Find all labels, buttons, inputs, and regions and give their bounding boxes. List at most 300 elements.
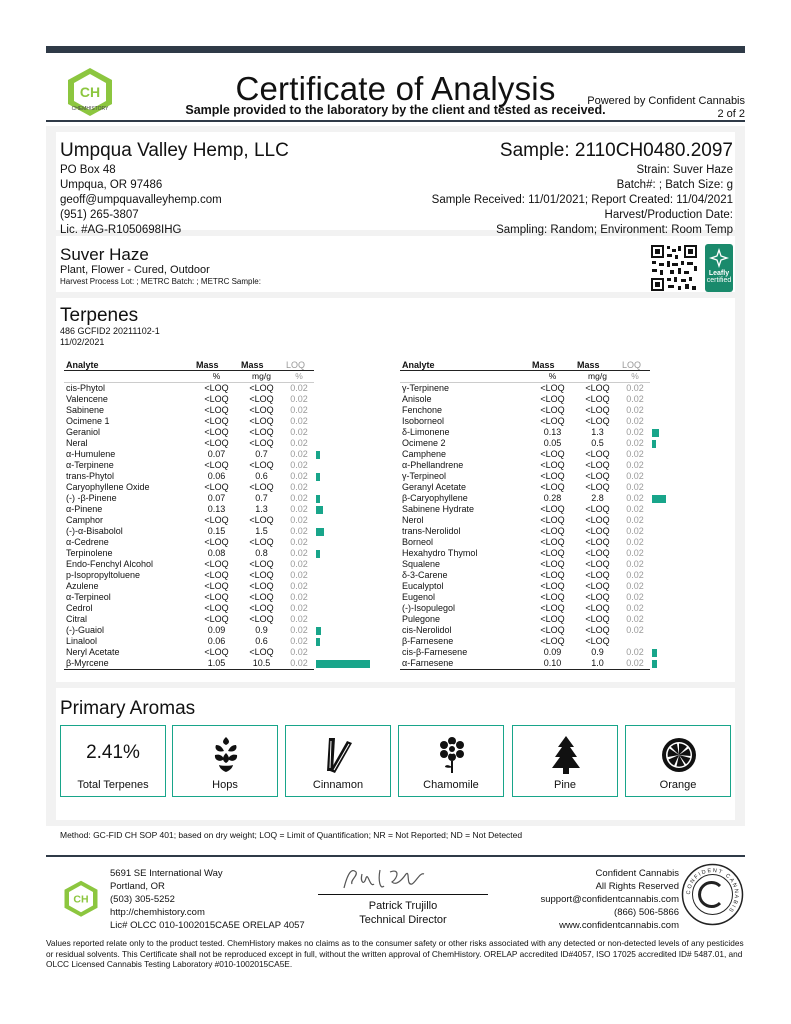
aroma-label: Hops (212, 779, 238, 791)
mass-mg-cell: <LOQ (249, 570, 274, 580)
mass-pct-cell: <LOQ (204, 438, 229, 448)
loq-cell: 0.02 (626, 460, 644, 470)
loq-cell: 0.02 (626, 383, 644, 393)
loq-cell (620, 636, 650, 647)
aroma-label: Orange (659, 779, 697, 791)
signature-icon (340, 864, 430, 894)
mass-mg-cell: <LOQ (249, 537, 274, 547)
mass-pct-cell: <LOQ (204, 482, 229, 492)
sample-id: Sample: 2110CH0480.2097 (499, 140, 733, 161)
loq-cell: 0.02 (290, 537, 308, 547)
table-row (64, 515, 372, 526)
loq-cell: 0.02 (290, 460, 308, 470)
analyte-cell: Borneol (402, 537, 434, 547)
mass-pct-cell: 0.08 (207, 548, 226, 558)
mass-pct-cell: <LOQ (540, 449, 565, 459)
loq-cell: 0.02 (290, 614, 308, 624)
mass-mg-cell: <LOQ (585, 394, 610, 404)
mass-mg-cell: 0.9 (591, 647, 604, 657)
mass-mg-cell: <LOQ (585, 614, 610, 624)
loq-cell: 0.02 (626, 647, 644, 657)
concentration-bar (652, 429, 659, 437)
mass-pct-cell: <LOQ (540, 416, 565, 426)
table-row (400, 636, 708, 647)
mass-pct-cell: <LOQ (204, 592, 229, 602)
total-terpenes-value: 2.41% (86, 742, 140, 763)
top-bar (46, 46, 745, 53)
cc-rights: All Rights Reserved (595, 881, 679, 892)
mass-pct-cell: 0.05 (543, 438, 562, 448)
analyte-cell: Geraniol (66, 427, 101, 437)
analyte-cell: α-Pinene (66, 504, 103, 514)
mass-mg-cell: <LOQ (249, 460, 274, 470)
analyte-cell: trans-Phytol (66, 471, 115, 481)
mass-mg-cell: <LOQ (249, 438, 274, 448)
leafly-certified-text: certified (706, 277, 732, 284)
mass-pct-cell: <LOQ (204, 416, 229, 426)
loq-cell: 0.02 (290, 625, 308, 635)
client-email: geoff@umpquavalleyhemp.com (60, 194, 222, 206)
client-phone: (951) 265-3807 (60, 209, 139, 221)
mass-pct-cell: <LOQ (204, 383, 229, 393)
leafly-certified-badge[interactable] (705, 244, 733, 292)
lab-website[interactable]: http://chemhistory.com (110, 907, 205, 918)
analyte-cell: Anisole (402, 394, 432, 404)
table-row (64, 449, 372, 460)
chemhistory-footer-logo-icon (60, 878, 102, 918)
concentration-bar (316, 660, 370, 668)
analyte-cell: Citral (66, 614, 88, 624)
harvest-info: Harvest Process Lot: ; METRC Batch: ; METRC Sample: (60, 277, 261, 286)
mass-pct-cell: 0.09 (543, 647, 562, 657)
loq-cell: 0.02 (290, 559, 308, 569)
mass-pct-cell: <LOQ (540, 383, 565, 393)
aroma-card-pine (512, 725, 618, 797)
mass-pct-cell: <LOQ (540, 537, 565, 547)
table-row (64, 405, 372, 416)
total-terpenes-card (60, 725, 166, 797)
analyte-cell: Endo-Fenchyl Alcohol (66, 559, 154, 569)
product-name: Suver Haze (60, 245, 149, 264)
mass-pct-cell: <LOQ (204, 537, 229, 547)
table-row (400, 515, 708, 526)
mass-mg-cell: <LOQ (585, 559, 610, 569)
mass-mg-cell: 0.7 (255, 449, 268, 459)
concentration-bar (316, 495, 320, 503)
table-row (64, 493, 372, 504)
analyte-cell: Sabinene (66, 405, 105, 415)
concentration-bar (652, 440, 656, 448)
page-number: 2 of 2 (717, 108, 745, 120)
mass-pct-cell: <LOQ (540, 548, 565, 558)
logo-text: CHEMHISTORY (71, 106, 109, 112)
mass-pct-cell: <LOQ (540, 504, 565, 514)
col-mass-pct: Mass (194, 360, 239, 371)
table-row (64, 383, 372, 395)
mass-mg-cell: <LOQ (249, 515, 274, 525)
powered-by (587, 95, 745, 121)
concentration-bar (316, 506, 323, 514)
table-row (400, 614, 708, 625)
analyte-cell: (-)-α-Bisabolol (66, 526, 123, 536)
analyte-cell: δ-3-Carene (402, 570, 448, 580)
mass-mg-cell: 1.0 (575, 658, 620, 670)
loq-cell: 0.02 (290, 515, 308, 525)
cc-email[interactable]: support@confidentcannabis.com (540, 894, 679, 905)
analyte-cell: α-Cedrene (66, 537, 109, 547)
svg-text:CH: CH (79, 84, 101, 100)
analyte-cell: Squalene (402, 559, 441, 569)
analyte-cell: β-Caryophyllene (402, 493, 468, 503)
loq-cell: 0.02 (626, 471, 644, 481)
aroma-card-orange (625, 725, 731, 797)
leafly-text: Leafly (708, 270, 730, 277)
sample-details (432, 163, 733, 238)
mass-pct-cell: <LOQ (204, 515, 229, 525)
table-row (400, 548, 708, 559)
table-row (64, 504, 372, 515)
loq-cell: 0.02 (290, 394, 308, 404)
analyte-cell: (-)-Guaiol (66, 625, 105, 635)
col-mass-mg: Mass (575, 360, 620, 371)
lab-license: Lic# OLCC 010-1002015CA5E ORELAP 4057 (110, 920, 305, 931)
col-loq: LOQ (284, 360, 314, 371)
analyte-cell: Sabinene Hydrate (402, 504, 475, 514)
table-row (400, 471, 708, 482)
table-row (400, 394, 708, 405)
loq-cell: 0.02 (290, 383, 308, 393)
analyte-cell: p-Isopropyltoluene (66, 570, 141, 580)
analyte-cell: Caryophyllene Oxide (66, 482, 150, 492)
loq-cell: 0.02 (626, 504, 644, 514)
analyte-cell: Fenchone (402, 405, 443, 415)
cinnamon-icon (323, 735, 355, 775)
loq-cell: 0.02 (626, 548, 644, 558)
mass-mg-cell: 1.3 (591, 427, 604, 437)
analyte-cell: Valencene (66, 394, 108, 404)
table-row (64, 482, 372, 493)
mass-pct-cell: <LOQ (540, 581, 565, 591)
lab-address: 5691 SE International Way (110, 868, 223, 879)
concentration-bar (316, 550, 320, 558)
mass-pct-cell: <LOQ (204, 559, 229, 569)
mass-pct-cell: 0.15 (207, 526, 226, 536)
mass-pct-cell: <LOQ (204, 603, 229, 613)
client-name: Umpqua Valley Hemp, LLC (60, 140, 289, 161)
loq-cell: 0.02 (290, 570, 308, 580)
loq-cell: 0.02 (626, 405, 644, 415)
sample-line: Sample Received: 11/01/2021; Report Created: 11/04/2021 (431, 194, 733, 206)
analyte-cell: Eucalyptol (402, 581, 444, 591)
cc-name: Confident Cannabis (595, 868, 679, 879)
mass-mg-cell: 1.3 (255, 504, 268, 514)
analyte-cell: cis-Nerolidol (402, 625, 452, 635)
mass-pct-cell: 0.07 (207, 449, 226, 459)
mass-pct-cell: <LOQ (540, 559, 565, 569)
table-row (400, 493, 708, 504)
analyte-cell: δ-Limonene (402, 427, 450, 437)
loq-cell: 0.02 (290, 471, 308, 481)
loq-cell: 0.02 (290, 449, 308, 459)
table-row (64, 416, 372, 427)
mass-mg-cell: 0.6 (255, 636, 268, 646)
analyte-cell: Neral (66, 438, 88, 448)
cc-website[interactable]: www.confidentcannabis.com (559, 920, 679, 931)
mass-pct-cell: <LOQ (540, 405, 565, 415)
mass-mg-cell: <LOQ (249, 383, 274, 393)
table-row (400, 449, 708, 460)
cc-contact (540, 867, 679, 932)
analyte-cell: Cedrol (66, 603, 93, 613)
table-row (64, 614, 372, 625)
table-row (64, 559, 372, 570)
table-row (400, 581, 708, 592)
mass-mg-cell: <LOQ (585, 482, 610, 492)
loq-cell: 0.02 (626, 449, 644, 459)
signer-title: Technical Director (359, 914, 447, 926)
mass-mg-cell: <LOQ (585, 537, 610, 547)
loq-cell: 0.02 (290, 405, 308, 415)
analyte-cell: Eugenol (402, 592, 436, 602)
analyte-cell: (-) -β-Pinene (66, 493, 117, 503)
unit-cell (64, 371, 194, 383)
terpenes-table-left (64, 360, 372, 670)
table-row (400, 460, 708, 471)
table-row (400, 405, 708, 416)
unit-cell: mg/g (239, 371, 284, 383)
aroma-card-cinnamon (285, 725, 391, 797)
loq-cell: 0.02 (626, 526, 644, 536)
analyte-cell: Ocimene 1 (66, 416, 110, 426)
table-row (64, 603, 372, 614)
unit-cell: % (530, 371, 575, 383)
mass-pct-cell: <LOQ (540, 570, 565, 580)
table-row (64, 658, 372, 670)
table-row (400, 416, 708, 427)
concentration-bar (316, 473, 320, 481)
table-row (400, 482, 708, 493)
table-row (64, 537, 372, 548)
table-row (64, 548, 372, 559)
analyte-cell: α-Phellandrene (402, 460, 464, 470)
sample-line: Batch#: ; Batch Size: g (616, 179, 733, 191)
aroma-card-hops (172, 725, 278, 797)
mass-mg-cell: <LOQ (249, 482, 274, 492)
mass-pct-cell: 0.07 (207, 493, 226, 503)
loq-cell: 0.02 (620, 658, 650, 670)
cc-phone: (866) 506-5866 (614, 907, 679, 918)
mass-mg-cell: <LOQ (585, 449, 610, 459)
mass-pct-cell: <LOQ (204, 570, 229, 580)
unit-cell: mg/g (575, 371, 620, 383)
loq-cell: 0.02 (626, 427, 644, 437)
analyte-cell: α-Terpinene (66, 460, 114, 470)
analyte-cell: α-Farnesene (400, 658, 530, 670)
mass-mg-cell: <LOQ (249, 427, 274, 437)
table-row (64, 526, 372, 537)
total-terpenes-label: Total Terpenes (77, 779, 149, 791)
mass-mg-cell: <LOQ (249, 592, 274, 602)
loq-cell: 0.02 (290, 504, 308, 514)
loq-cell: 0.02 (626, 394, 644, 404)
table-row (400, 383, 708, 395)
mass-pct-cell: <LOQ (540, 625, 565, 635)
loq-cell: 0.02 (626, 438, 644, 448)
sample-line: Sampling: Random; Environment: Room Temp (496, 224, 733, 236)
client-line: Umpqua, OR 97486 (60, 179, 163, 191)
client-license: Lic. #AG-R1050698IHG (60, 224, 182, 236)
mass-mg-cell: 0.9 (255, 625, 268, 635)
analyte-cell: Pulegone (402, 614, 441, 624)
loq-cell: 0.02 (626, 614, 644, 624)
table-row (400, 427, 708, 438)
loq-cell: 0.02 (626, 559, 644, 569)
table-row (400, 603, 708, 614)
mass-pct-cell: 0.06 (207, 636, 226, 646)
mass-mg-cell: 10.5 (239, 658, 284, 670)
loq-cell: 0.02 (290, 416, 308, 426)
units-row (400, 371, 708, 383)
table-row (64, 427, 372, 438)
analyte-cell: Neryl Acetate (66, 647, 120, 657)
table-row (400, 625, 708, 636)
mass-mg-cell: 0.7 (255, 493, 268, 503)
terpenes-title: Terpenes (60, 305, 139, 326)
signer (318, 899, 488, 927)
loq-cell: 0.02 (626, 570, 644, 580)
mass-mg-cell: <LOQ (585, 526, 610, 536)
analyte-cell: cis-Phytol (66, 383, 106, 393)
orange-icon (661, 735, 697, 775)
table-row (64, 471, 372, 482)
mass-pct-cell: <LOQ (204, 405, 229, 415)
aroma-label: Cinnamon (312, 779, 364, 791)
loq-cell: 0.02 (290, 526, 308, 536)
mass-mg-cell: <LOQ (249, 394, 274, 404)
table-row (64, 592, 372, 603)
analyte-cell: Terpinolene (66, 548, 113, 558)
sample-line: Strain: Suver Haze (636, 164, 733, 176)
terpenes-date: 11/02/2021 (60, 337, 105, 347)
table-row (64, 647, 372, 658)
mass-pct-cell: <LOQ (540, 603, 565, 613)
mass-pct-cell: <LOQ (204, 427, 229, 437)
mass-pct-cell: <LOQ (540, 614, 565, 624)
analyte-cell: γ-Terpinene (402, 383, 450, 393)
table-row (64, 581, 372, 592)
aroma-label: Chamomile (423, 779, 479, 791)
analyte-cell: (-)-Isopulegol (402, 603, 456, 613)
mass-mg-cell: <LOQ (585, 405, 610, 415)
concentration-bar (652, 495, 666, 503)
aromas-title: Primary Aromas (60, 698, 196, 719)
lab-city: Portland, OR (110, 881, 165, 892)
powered-by-text: Powered by Confident Cannabis (587, 95, 745, 107)
loq-cell: 0.02 (290, 493, 308, 503)
mass-mg-cell: <LOQ (585, 515, 610, 525)
analyte-cell: Ocimene 2 (402, 438, 446, 448)
loq-cell: 0.02 (626, 482, 644, 492)
loq-cell: 0.02 (284, 658, 314, 670)
leafly-leaf-icon (709, 248, 729, 268)
mass-pct-cell: 0.28 (543, 493, 562, 503)
analyte-cell: β-Myrcene (64, 658, 194, 670)
table-row (64, 570, 372, 581)
analyte-cell: Isoborneol (402, 416, 445, 426)
client-line: PO Box 48 (60, 164, 116, 176)
concentration-bar (652, 649, 657, 657)
sample-line: Harvest/Production Date: (604, 209, 733, 221)
analyte-cell: Geranyl Acetate (402, 482, 467, 492)
loq-cell: 0.02 (290, 603, 308, 613)
table-row (64, 460, 372, 471)
loq-cell: 0.02 (626, 537, 644, 547)
document-title: Certificate of Analysis (235, 70, 556, 107)
hops-icon (210, 735, 242, 775)
table-row (64, 636, 372, 647)
qr-code-icon[interactable] (650, 244, 698, 292)
mass-mg-cell: 0.6 (255, 471, 268, 481)
mass-pct-cell: <LOQ (540, 482, 565, 492)
mass-mg-cell: <LOQ (249, 581, 274, 591)
aroma-label: Pine (553, 779, 577, 791)
mass-pct-cell: <LOQ (540, 471, 565, 481)
mass-mg-cell: <LOQ (585, 625, 610, 635)
unit-cell: % (194, 371, 239, 383)
loq-cell: 0.02 (626, 493, 644, 503)
loq-cell: 0.02 (626, 625, 644, 635)
disclaimer: Values reported relate only to the product tested. ChemHistory makes no claims as to the consumer safety or other risks associated with any detected or non-detected levels of any pesticides or residual solvents. This Certificate shall not be reproduced except in full, without the written approval of ChemHistory. ORELAP accredited ID#4057, ISO 17025 accredited ID# 5487.01, and OLCC Licensed Cannabis Testing Laboratory #010-1002015CA5E. (46, 938, 744, 969)
mass-mg-cell: <LOQ (249, 603, 274, 613)
col-mass-pct: Mass (530, 360, 575, 371)
concentration-bar (316, 627, 321, 635)
mass-pct-cell: <LOQ (204, 460, 229, 470)
table-row (400, 537, 708, 548)
analyte-cell: Camphene (402, 449, 447, 459)
col-mass-mg: Mass (239, 360, 284, 371)
analyte-cell: β-Farnesene (402, 636, 454, 646)
loq-cell: 0.02 (626, 581, 644, 591)
mass-mg-cell: <LOQ (585, 548, 610, 558)
signature-line (318, 894, 488, 895)
analyte-cell: Hexahydro Thymol (402, 548, 478, 558)
mass-mg-cell: <LOQ (249, 416, 274, 426)
mass-mg-cell: 0.5 (591, 438, 604, 448)
mass-mg-cell: <LOQ (585, 592, 610, 602)
header-rule (46, 120, 745, 122)
loq-cell: 0.02 (626, 603, 644, 613)
mass-pct-cell: 1.05 (194, 658, 239, 670)
lab-contact (110, 867, 305, 932)
mass-pct-cell: <LOQ (540, 394, 565, 404)
mass-pct-cell: <LOQ (540, 592, 565, 602)
mass-mg-cell: <LOQ (249, 614, 274, 624)
analyte-cell: cis-β-Farnesene (402, 647, 468, 657)
mass-pct-cell: <LOQ (540, 515, 565, 525)
chamomile-icon (436, 735, 468, 775)
concentration-bar (316, 451, 320, 459)
loq-cell: 0.02 (290, 438, 308, 448)
pine-icon (550, 735, 582, 775)
table-row (400, 526, 708, 537)
mass-mg-cell: 2.8 (591, 493, 604, 503)
loq-cell: 0.02 (290, 592, 308, 602)
table-row (64, 438, 372, 449)
mass-pct-cell: 0.13 (543, 427, 562, 437)
analyte-cell: α-Humulene (66, 449, 116, 459)
loq-cell: 0.02 (290, 548, 308, 558)
analyte-cell: Azulene (66, 581, 99, 591)
